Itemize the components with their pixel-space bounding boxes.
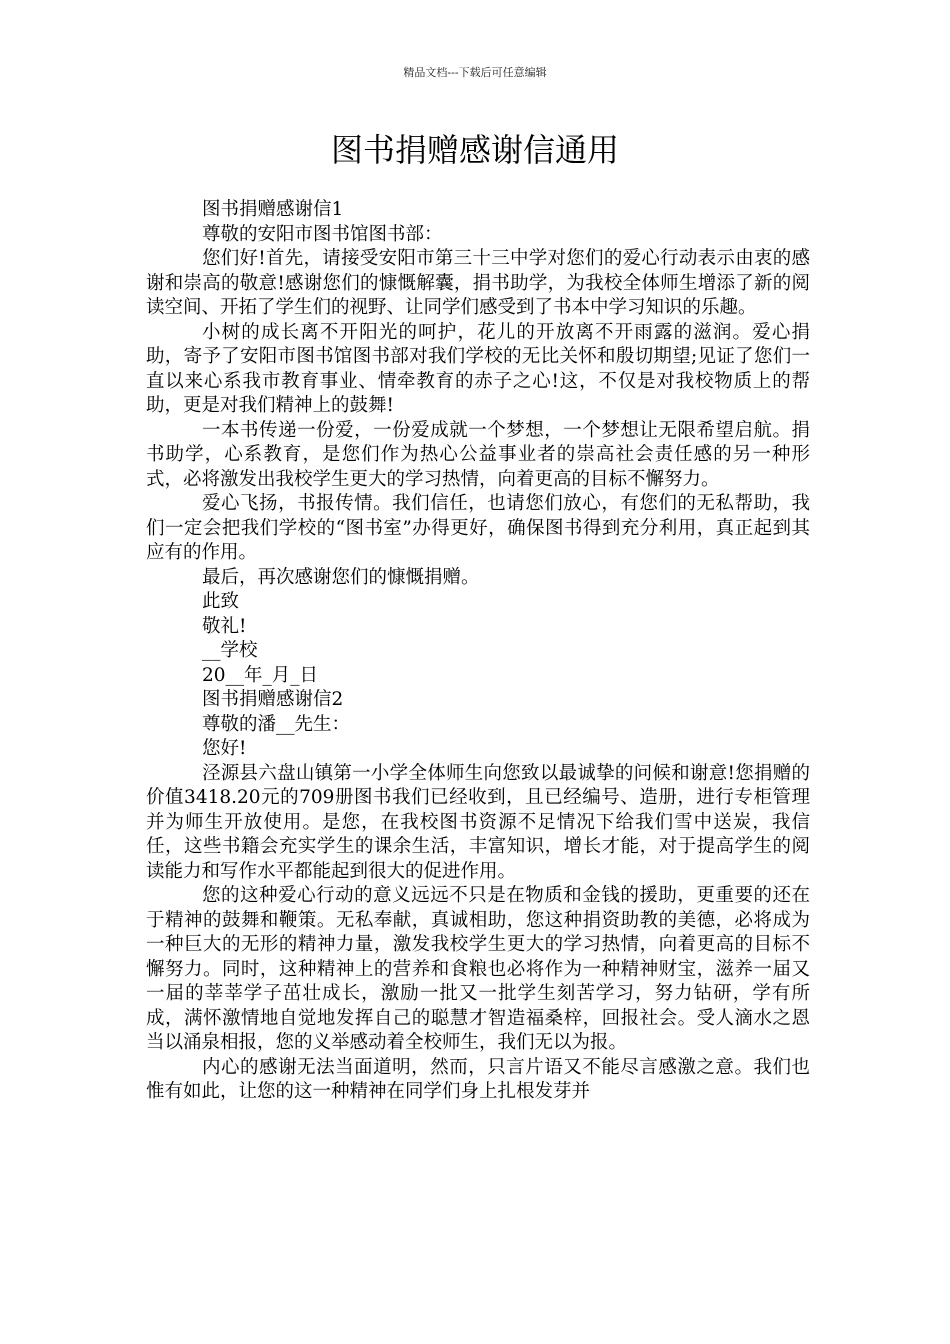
body-paragraph: 一本书传递一份爱，一份爱成就一个梦想，一个梦想让无限希望启航。捐书助学，心系教育，是您们作为热心公益事业者的崇高社会责任感的另一种形式，必将激发出我校学生更大的学习热情，向着更高的目标不懈努力。	[146, 419, 810, 490]
greeting-line: 您好!	[202, 738, 247, 759]
section-heading-1: 图书捐赠感谢信1	[202, 199, 344, 220]
date-line: 20__年_月_日	[202, 664, 319, 686]
salutation-1: 尊敬的安阳市图书馆图书部：	[202, 223, 443, 245]
signature-line: __学校	[202, 640, 258, 661]
body-paragraph: 泾源县六盘山镇第一小学全体师生向您致以最诚挚的问候和谢意!您捐赠的价值3418.20元的709册图书我们已经收到，且已经编号、造册，进行专柜管理并为师生开放使用。是您，在我校图书资源不足情况下给我们雪中送炭，我信任，这些书籍会充实学生的课余生活，丰富知识，增长才能，对于提高学生的阅读能力和写作水平都能起到很大的促进作用。	[146, 762, 810, 882]
closing-line: 敬礼!	[202, 615, 247, 637]
document-title: 图书捐赠感谢信通用	[330, 131, 619, 169]
body-paragraph: 小树的成长离不开阳光的呵护，花儿的开放离不开雨露的滋润。爱心捐助，寄予了安阳市图书馆图书部对我们学校的无比关怀和殷切期望;见证了您们一直以来心系我市教育事业、情牵教育的赤子之心!这，不仅是对我校物质上的帮助，更是对我们精神上的鼓舞!	[146, 321, 810, 416]
salutation-2: 尊敬的潘__先生：	[202, 713, 351, 735]
body-paragraph: 您们好!首先，请接受安阳市第三十三中学对您们的爱心行动表示由衷的感谢和崇高的敬意!感谢您们的慷慨解囊，捐书助学，为我校全体师生增添了新的阅读空间、开拓了学生们的视野、让同学们感受到了书本中学习知识的乐趣。	[146, 248, 810, 318]
closing-line: 此致	[202, 591, 240, 612]
page-header-watermark: 精品文档---下载后可任意编辑	[403, 66, 547, 79]
body-paragraph: 最后，再次感谢您们的慷慨捐赠。	[202, 566, 480, 588]
document-body	[146, 198, 810, 1105]
body-paragraph: 您的这种爱心行动的意义远远不只是在物质和金钱的援助，更重要的还在于精神的鼓舞和鞭策。无私奉献，真诚相助，您这种捐资助教的美德，必将成为一种巨大的无形的精神力量，激发我校学生更大的学习热情，向着更高的目标不懈努力。同时，这种精神上的营养和食粮也必将作为一种精神财宝，滋养一届又一届的莘莘学子茁壮成长，激励一批又一批学生刻苦学习，努力钻研，学有所成，满怀激情地自觉地发挥自己的聪慧才智造福桑梓，回报社会。受人滴水之恩当以涌泉相报，您的义举感动着全校师生，我们无以为报。	[146, 885, 810, 1053]
body-paragraph: 爱心飞扬，书报传情。我们信任，也请您们放心，有您们的无私帮助，我们一定会把我们学校的“图书室”办得更好，确保图书得到充分利用，真正起到其应有的作用。	[146, 493, 810, 563]
section-heading-2: 图书捐赠感谢信2	[202, 689, 344, 710]
body-paragraph: 内心的感谢无法当面道明，然而，只言片语又不能尽言感激之意。我们也惟有如此，让您的这一种精神在同学们身上扎根发芽并	[146, 1056, 810, 1102]
